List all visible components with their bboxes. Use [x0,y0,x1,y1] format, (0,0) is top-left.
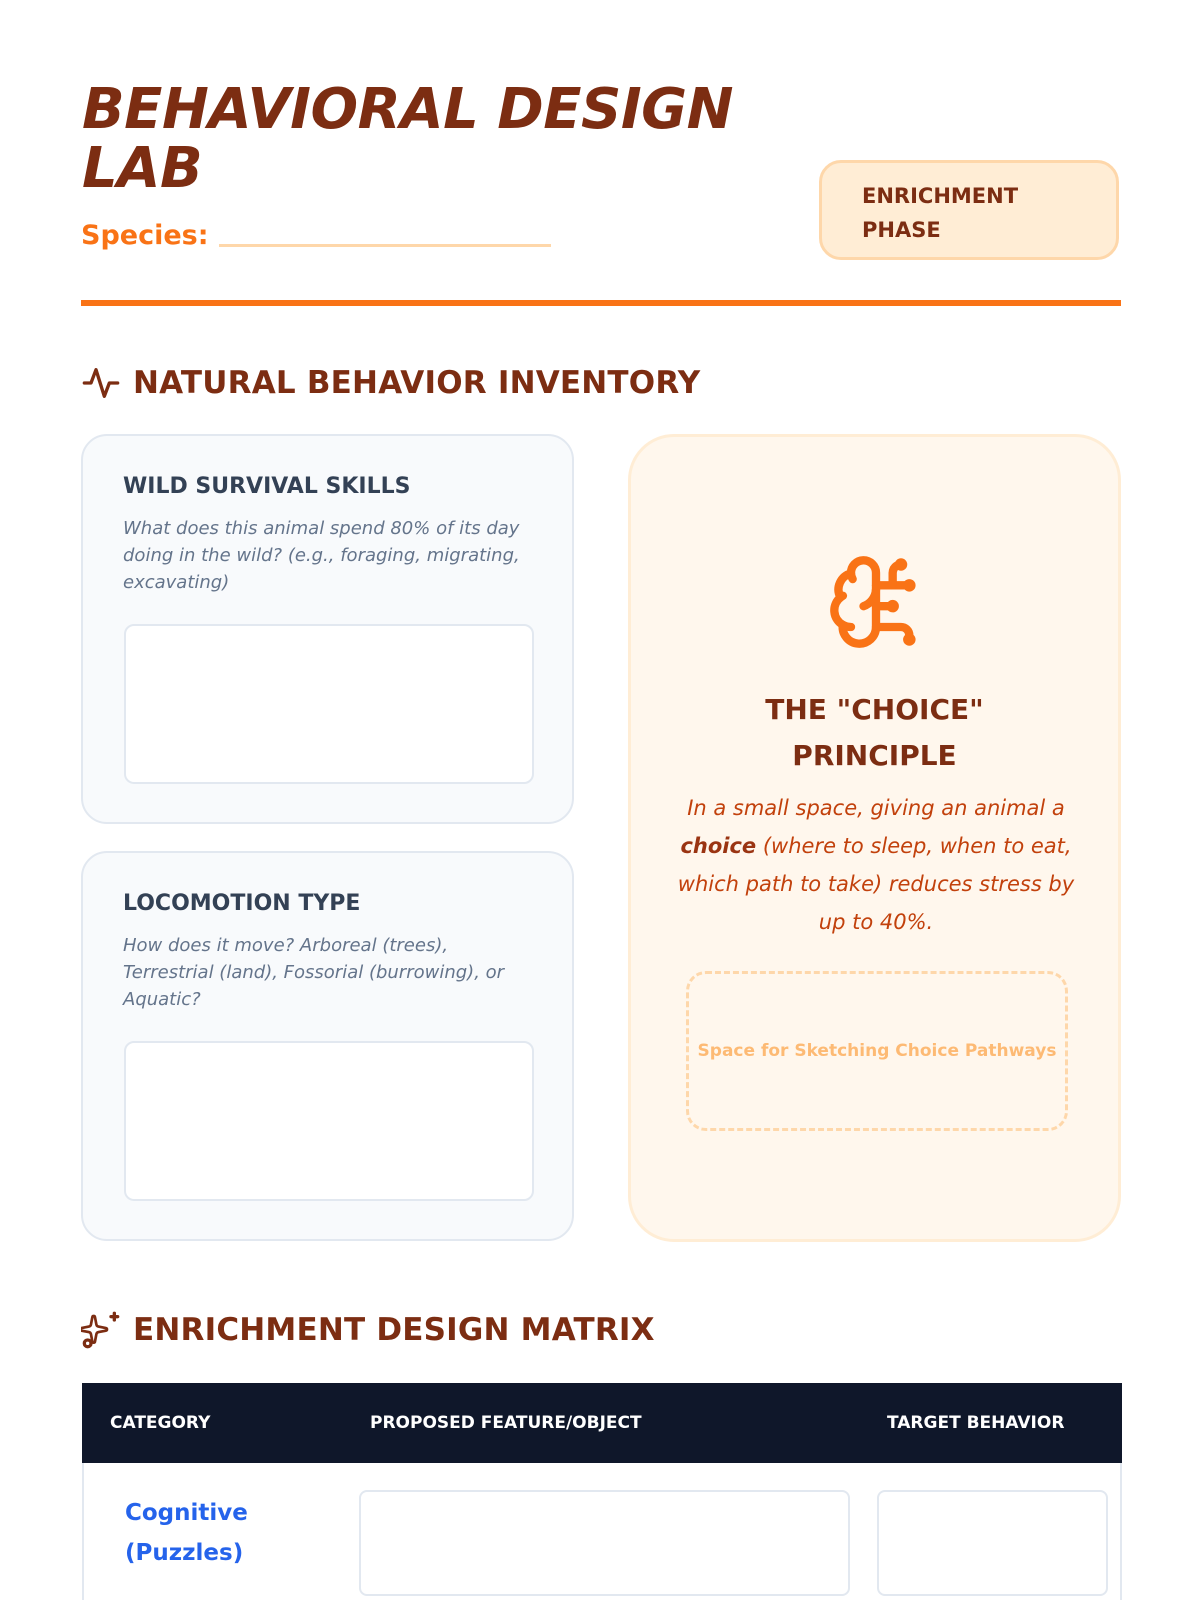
brain-circuit-icon [826,552,926,652]
callout-title-line2: PRINCIPLE [792,739,957,772]
matrix-title: ENRICHMENT DESIGN MATRIX [133,1312,655,1348]
locomotion-answer-box[interactable] [124,1041,534,1201]
locomotion-card [81,851,574,1241]
column-header-target: TARGET BEHAVIOR [887,1413,1065,1433]
species-blank-line[interactable] [219,244,551,247]
callout-text [671,789,1081,941]
sparkles-icon [81,1310,121,1350]
wild-survival-card [81,434,574,824]
column-header-category: CATEGORY [110,1413,211,1433]
matrix-header-row [82,1383,1122,1463]
header-divider [81,300,1121,306]
column-header-feature: PROPOSED FEATURE/OBJECT [370,1413,642,1433]
card-hint: How does it move? Arboreal (trees), Terrestrial (land), Fossorial (burrowing), or Aquatic? [123,935,505,1010]
row-category-cognitive: Cognitive (Puzzles) [125,1500,248,1566]
sketch-area[interactable] [686,971,1068,1131]
inventory-heading [81,363,700,403]
matrix-heading [81,1310,655,1350]
wild-survival-answer-box[interactable] [124,624,534,784]
page-title: BEHAVIORAL DESIGN LAB [82,77,734,201]
callout-text-before: In a small space, giving an animal a [687,796,1065,820]
sketch-placeholder: Space for Sketching Choice Pathways [697,1041,1057,1061]
target-behavior-input-cell[interactable] [877,1490,1108,1596]
callout-text-after: (where to sleep, when to eat, which path to take) reduces stress by up to 40%. [677,834,1075,934]
callout-text-bold: choice [680,834,757,858]
species-field [81,220,551,251]
feature-input-cell[interactable] [359,1490,850,1596]
card-hint: What does this animal spend 80% of its day doing in the wild? (e.g., foraging, migrating, excavating) [123,518,520,593]
inventory-title: NATURAL BEHAVIOR INVENTORY [133,365,701,401]
species-label: Species: [81,220,209,251]
callout-title-line1: THE "CHOICE" [765,693,984,726]
callout-title [631,687,1118,779]
enrichment-matrix-table [82,1383,1122,1600]
card-title: WILD SURVIVAL SKILLS [123,474,411,499]
card-title: LOCOMOTION TYPE [123,891,361,916]
choice-principle-callout [628,434,1121,1242]
activity-pulse-icon [81,363,121,403]
phase-badge: ENRICHMENT PHASE [819,160,1119,260]
